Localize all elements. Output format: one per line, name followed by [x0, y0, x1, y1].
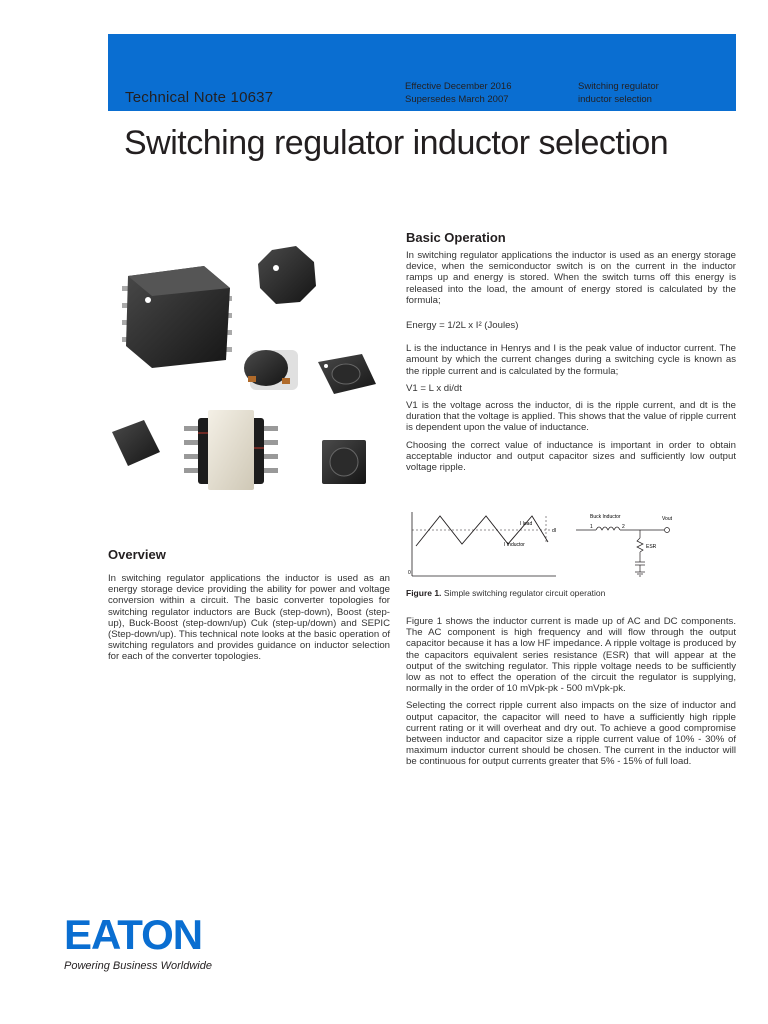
figure-label: Figure 1.	[406, 588, 442, 598]
esr-label: ESR	[646, 544, 657, 550]
paragraph-6: Selecting the correct ripple current also impacts on the size of inductor and output capacitor, the capacitor will need to have a sufficiently high ripple current rating or it will overheat and dry out. To achieve a good compromise between inductor and capacitor size a ripple current value of 10% - 30% of maximum inductor current should be chosen. The current in the inductor will be continuous for output currents greater that 5% - 15% of full load.	[406, 700, 736, 768]
vout-label: Vout	[662, 516, 673, 522]
basic-operation-heading: Basic Operation	[406, 230, 506, 245]
paragraph-4: Choosing the correct value of inductance is important in order to obtain acceptable inductor and output capacitor sizes and sufficiently low output voltage ripple.	[406, 439, 736, 474]
zero-label: 0	[408, 570, 411, 576]
i-inductor-label: I Inductor	[504, 542, 525, 548]
paragraph-2: L is the inductance in Henrys and I is the peak value of inductor current. The amount by which the current changes during a switching cycle is known as the ripple current and is calculated by the formula;	[406, 343, 736, 377]
supersedes-line: Supersedes March 2007	[405, 94, 509, 105]
paragraph-5: Figure 1 shows the inductor current is made up of AC and DC components. The AC component is high frequency and will flow through the output capacitor because it has a low HF impedance. A ripple voltage is produced by the capacitors equivalent series resistance (ESR) that will appear at the output of the switching regulator. This ripple voltage needs to be sufficiently low as not to effect the operation of the circuit the regulator is supplying, normally in the order of 10 mVpk-pk - 500 mVpk-pk.	[406, 616, 736, 695]
di-label: dI	[552, 528, 557, 534]
current-waveform	[408, 512, 556, 576]
overview-text	[108, 573, 390, 669]
effective-date	[405, 80, 512, 106]
figure-1-diagram	[406, 508, 736, 580]
buck-inductor-label: Buck Inductor	[590, 514, 621, 520]
energy-formula: Energy = 1/2L x I² (Joules)	[406, 320, 519, 332]
i-load-label: I load	[520, 521, 533, 527]
paragraph-3: V1 is the voltage across the inductor, di is the ripple current, and dt is the duration that the voltage is applied. This shows that the value of ripple current is dependent upon the value of inductance.	[406, 400, 736, 434]
figure-caption-text: Simple switching regulator circuit operation	[443, 588, 606, 598]
figure-caption	[406, 588, 605, 598]
inductor-product-photo	[104, 228, 394, 498]
topic-line-1: Switching regulator	[578, 81, 659, 92]
topic-line-2: inductor selection	[578, 94, 652, 105]
page-title: Switching regulator inductor selection	[124, 124, 669, 162]
paragraph-1: In switching regulator applications the inductor is used as an energy storage device, when the semiconductor switch is on the current in the inductor ramps up and energy is stored. When the switch turns off this energy is released into the load, the amount of energy stored is calculated by the formula;	[406, 250, 736, 306]
node-1-label: 1	[590, 524, 593, 530]
header-topic	[578, 80, 659, 106]
overview-heading: Overview	[108, 547, 166, 562]
basic-operation-text	[406, 250, 736, 479]
figure-discussion-text	[406, 616, 736, 774]
eaton-tagline: Powering Business Worldwide	[64, 960, 212, 972]
effective-line: Effective December 2016	[405, 81, 512, 92]
node-2-label: 2	[622, 524, 625, 530]
eaton-logo	[64, 911, 212, 972]
eaton-wordmark: EATON	[64, 911, 203, 958]
buck-circuit	[576, 514, 673, 576]
voltage-formula: V1 = L x di/dt	[406, 382, 462, 394]
overview-paragraph: In switching regulator applications the inductor is used as an energy storage device providing the ability for power and voltage conversion within a circuit. The basic converter topologies for switching regulator inductors are Buck (step-down), Boost (step-up), Buck-Boost (step-down/up) Cuk (step-up/down) and SEPIC (Step-down/up). This technical note looks at the basic operation of switching regulators and provides guidance on inductor selection for each of the converter topologies.	[108, 573, 390, 663]
technical-note-label: Technical Note 10637	[125, 89, 274, 106]
